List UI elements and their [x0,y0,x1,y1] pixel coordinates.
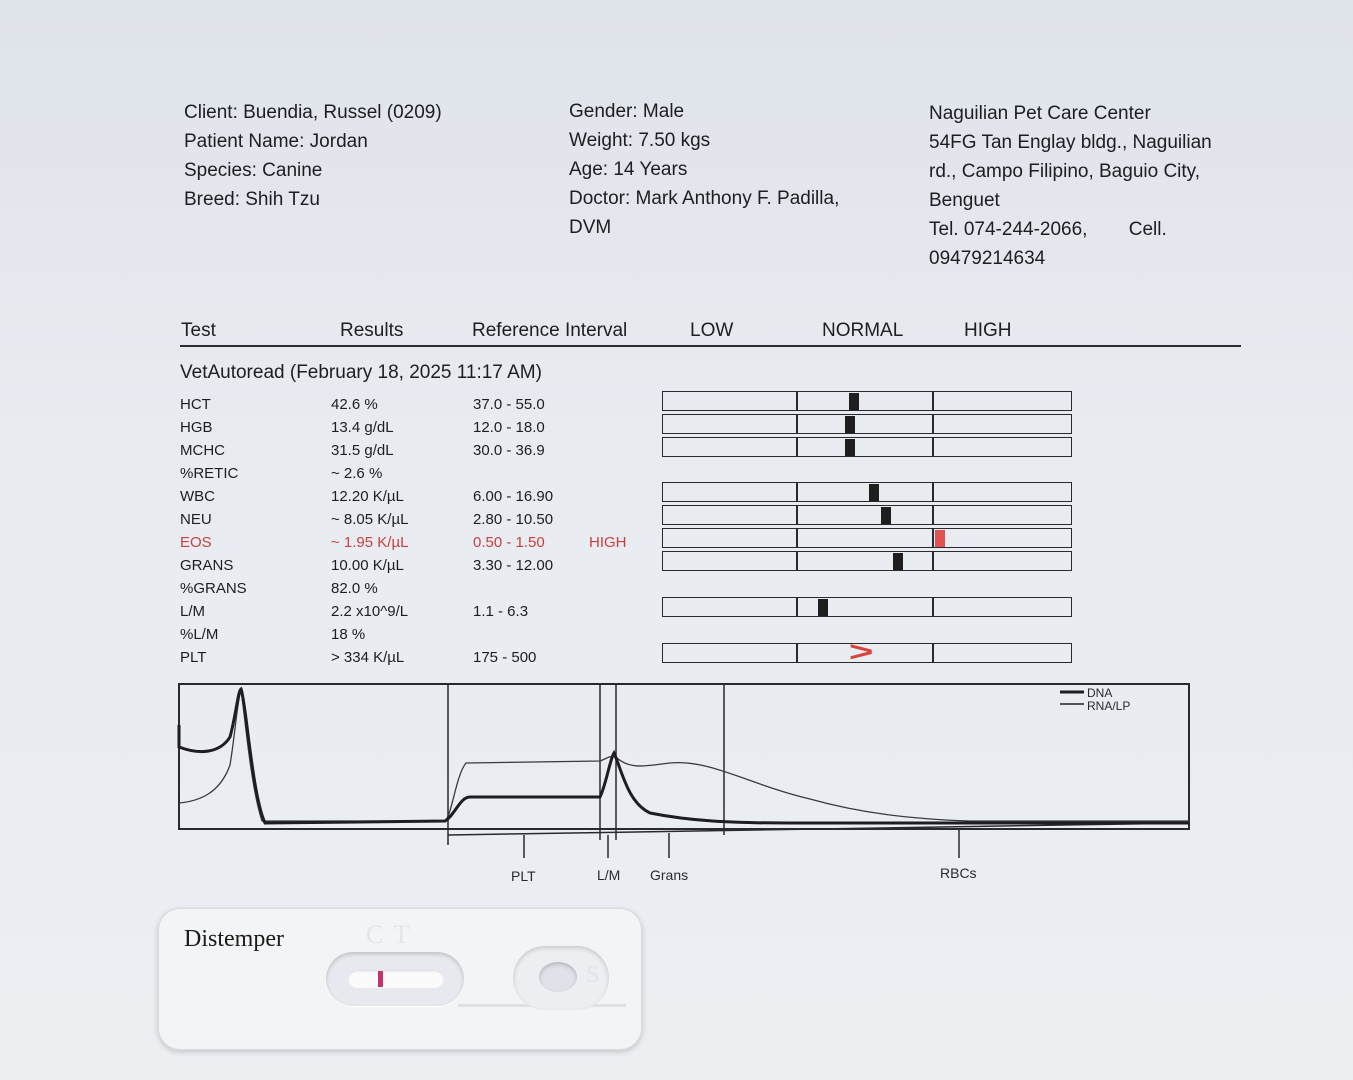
label-grans: Grans [650,867,689,883]
clinic-address-2: rd., Campo Filipino, Baguio City, [929,161,1201,182]
result-test-name: MCHC [180,442,225,459]
dna-curve [179,689,1189,823]
result-test-name: %GRANS [180,580,247,597]
range-gauge [662,414,1072,434]
clinic-block [929,99,1212,273]
result-value: 10.00 K/µL [331,557,404,574]
clinic-tel: Tel. 074-244-2066, [929,219,1088,240]
species: Species: Canine [184,160,323,181]
result-test-name: HGB [180,419,213,436]
gauge-high-divider [932,392,934,410]
result-reference: 30.0 - 36.9 [473,442,545,459]
result-reference: 0.50 - 1.50 [473,534,545,551]
range-gauge [662,551,1072,571]
patient-info-block [569,97,839,242]
gauge-high-divider [932,438,934,456]
label-lm: L/M [597,867,621,883]
breed: Breed: Shih Tzu [184,189,320,210]
header-rule [180,345,1241,347]
gauge-low-divider [796,506,798,524]
result-marker [818,599,828,616]
result-test-name: EOS [180,534,212,551]
col-normal: NORMAL [822,320,904,341]
result-flag: HIGH [589,534,627,551]
result-reference: 12.0 - 18.0 [473,419,545,436]
result-reference: 1.1 - 6.3 [473,603,529,620]
result-marker [845,439,855,456]
label-plt: PLT [511,868,536,884]
result-value: ~ 2.6 % [331,465,383,482]
rna-lp-curve [179,691,1189,821]
doctor: Doctor: Mark Anthony F. Padilla, [569,188,840,209]
result-test-name: NEU [180,511,212,528]
result-test-name: %RETIC [180,465,239,482]
result-value: 2.2 x10^9/L [331,603,409,620]
col-high: HIGH [964,320,1012,341]
age: Age: 14 Years [569,159,688,180]
range-gauge [662,597,1072,617]
clinic-address-3: Benguet [929,190,1000,211]
gauge-low-divider [796,438,798,456]
histogram-frame [179,684,1189,829]
histogram [170,675,1200,890]
result-marker [869,484,879,501]
gauge-high-divider [932,483,934,501]
result-test-name: %L/M [180,626,219,643]
col-reference: Reference Interval [472,320,628,341]
result-marker [845,416,855,433]
result-reference: 6.00 - 16.90 [473,488,554,505]
result-marker [881,507,891,524]
s-mark: S [586,962,600,988]
strip [348,970,444,988]
col-low: LOW [690,320,734,341]
result-value: 31.5 g/dL [331,442,394,459]
result-test-name: PLT [180,649,207,666]
legend-rna-label: RNA/LP [1087,699,1131,713]
result-reference: 175 - 500 [473,649,537,666]
run-title: VetAutoread (February 18, 2025 11:17 AM) [180,362,542,383]
result-test-name: GRANS [180,557,234,574]
gauge-low-divider [796,415,798,433]
clinic-cell: 09479214634 [929,248,1046,269]
range-gauge [662,482,1072,502]
result-marker [893,553,903,570]
result-value: 82.0 % [331,580,378,597]
range-gauge [662,391,1072,411]
weight: Weight: 7.50 kgs [569,130,711,151]
result-reference: 3.30 - 12.00 [473,557,554,574]
gauge-high-divider [932,506,934,524]
result-reference: 2.80 - 10.50 [473,511,554,528]
result-value: ~ 1.95 K/µL [331,534,409,551]
doctor-title: DVM [569,217,612,238]
gauge-low-divider [796,552,798,570]
gauge-low-divider [796,483,798,501]
result-test-name: HCT [180,396,211,413]
clinic-address-1: 54FG Tan Englay bldg., Naguilian [929,132,1212,153]
col-results: Results [340,320,404,341]
result-reference: 37.0 - 55.0 [473,396,545,413]
gauge-high-divider [932,415,934,433]
patient-name: Patient Name: Jordan [184,131,368,152]
result-test-name: L/M [180,603,206,620]
clinic-cell-label: Cell. [1128,219,1167,240]
sample-well-hole [539,962,577,992]
gauge-low-divider [796,598,798,616]
result-value: 12.20 K/µL [331,488,404,505]
range-gauge [662,505,1072,525]
gender: Gender: Male [569,101,685,122]
ct-mark: C T [366,920,412,949]
gauge-low-divider [796,529,798,547]
result-value: 18 % [331,626,366,643]
gauge-high-divider [932,598,934,616]
col-test: Test [181,320,216,341]
result-value: > 334 K/µL [331,649,405,666]
distemper-test-card [158,908,642,1050]
client-name: Client: Buendia, Russel (0209) [184,102,442,123]
gauge-low-divider [796,392,798,410]
plt-arrow: > [848,636,874,667]
legend-dna-label: DNA [1087,686,1113,700]
gauge-high-divider [932,529,934,547]
result-window [326,952,464,1006]
gauge-high-divider [932,644,934,662]
clinic-name: Naguilian Pet Care Center [929,103,1151,124]
control-line [378,971,383,987]
result-value: 42.6 % [331,396,378,413]
result-value: ~ 8.05 K/µL [331,511,409,528]
range-gauge [662,437,1072,457]
range-gauge [662,528,1072,548]
label-rbcs: RBCs [940,865,977,881]
clinic-phone-line [929,215,1212,244]
test-card-title: Distemper [184,926,284,952]
gauge-high-divider [932,552,934,570]
result-marker [849,393,859,410]
result-value: 13.4 g/dL [331,419,394,436]
result-test-name: WBC [180,488,215,505]
client-block [184,98,442,214]
gauge-low-divider [796,644,798,662]
result-marker-high [935,530,945,547]
